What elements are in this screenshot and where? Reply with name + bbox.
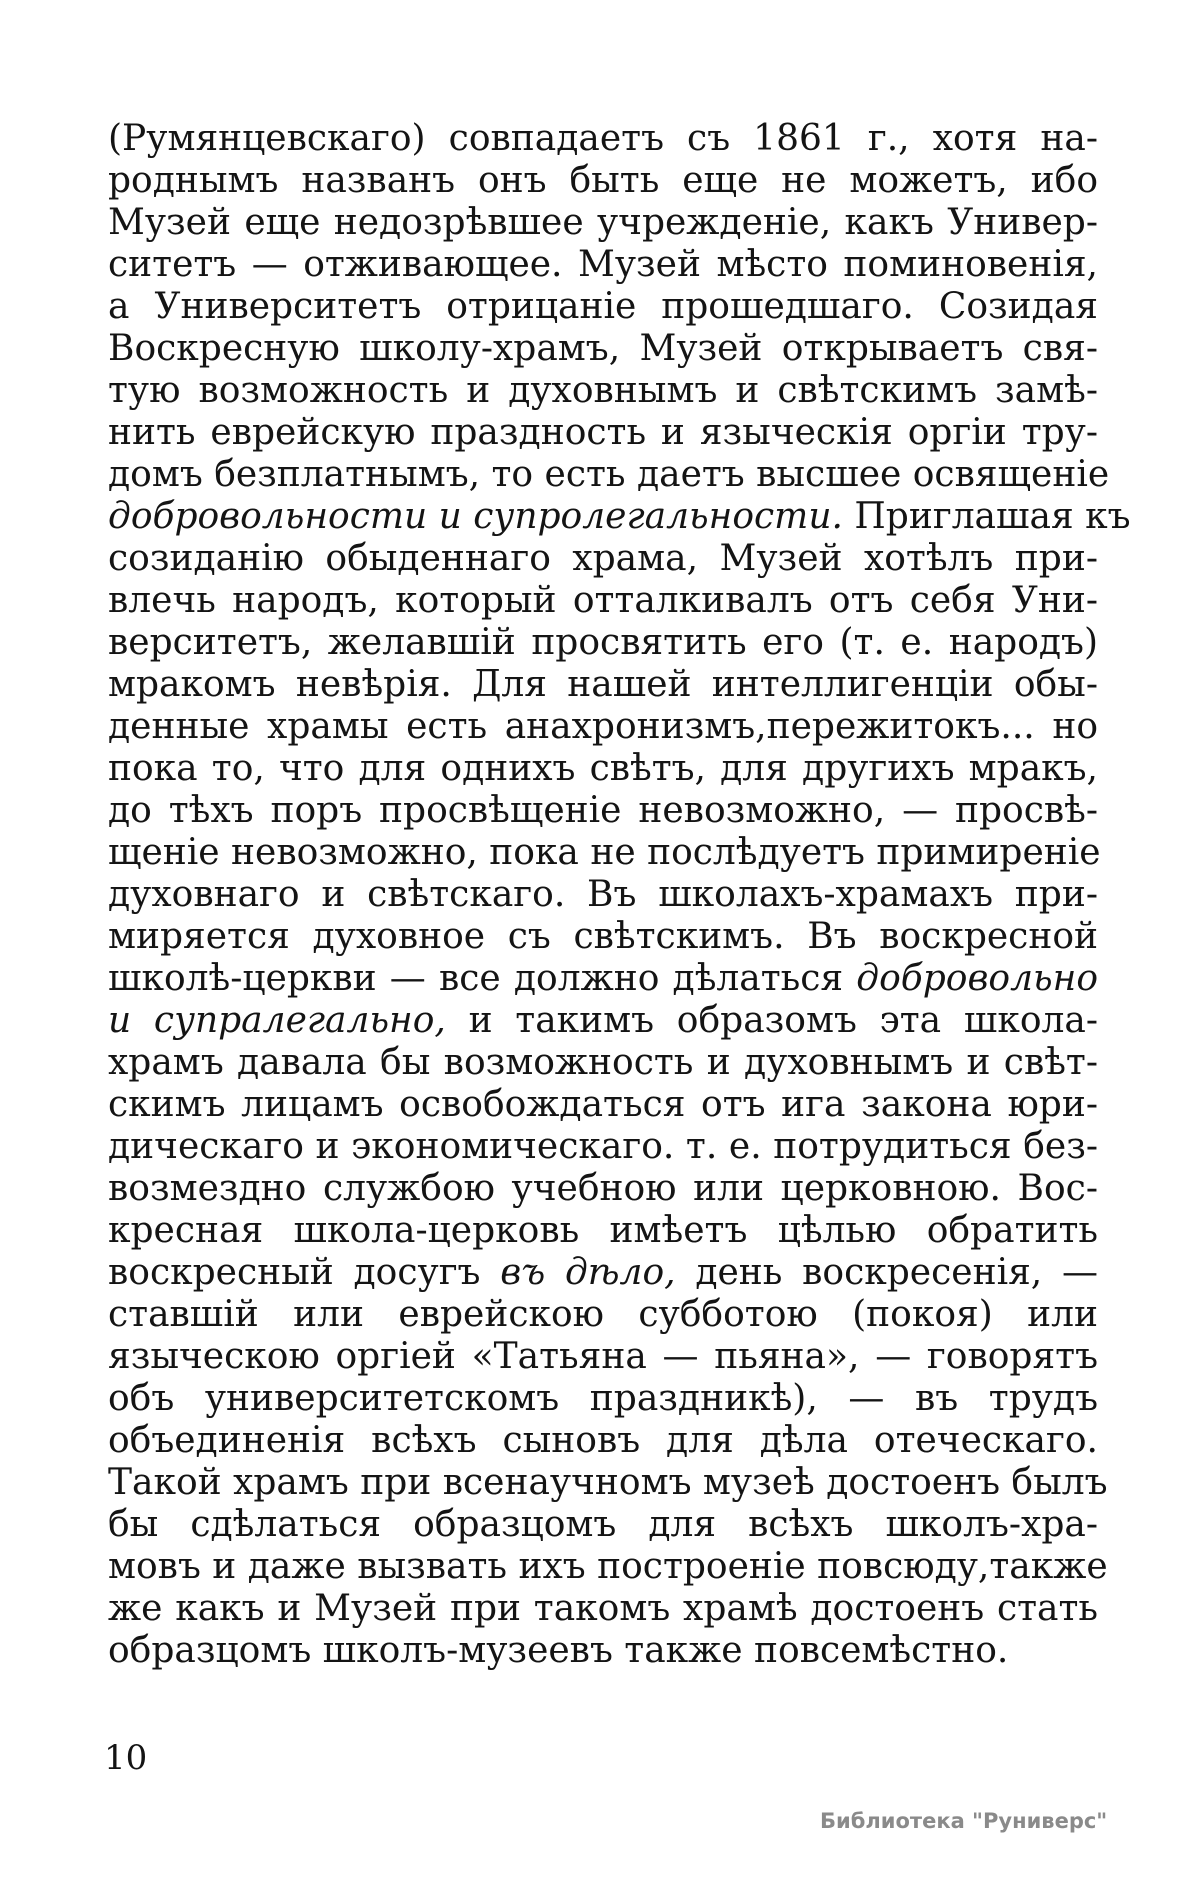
text-line-30: языческою оргіей «Татьяна — пьяна», — говорятъ (108, 1336, 1098, 1377)
text-fragment: и такимъ образомъ эта школа- (445, 1000, 1098, 1041)
text-line-4: ситетъ — отживающее. Музей мѣсто поминовенія, (108, 244, 1098, 285)
text-line-13: верситетъ, желавшій просвятить его (т. е. народъ) (108, 622, 1098, 663)
text-line-21 (108, 958, 1098, 1000)
text-line-37: образцомъ школъ-музеевъ также повсемѣстно. (108, 1630, 1009, 1671)
text-line-33: Такой храмъ при всенаучномъ музеѣ достоенъ былъ (108, 1462, 1108, 1503)
text-line-17: до тѣхъ поръ просвѣщеніе невозможно, — просвѣ- (108, 790, 1098, 831)
text-line-19: духовнаго и свѣтскаго. Въ школахъ-храмахъ при- (108, 874, 1098, 915)
text-line-15: денные храмы есть анахронизмъ,пережитокъ... но (108, 706, 1098, 747)
text-line-10 (108, 496, 1131, 538)
text-fragment: Приглашая къ (842, 496, 1131, 537)
text-line-3: Музей еще недозрѣвшее учрежденіе, какъ Универ- (108, 202, 1098, 243)
library-watermark: Библиотека "Руниверс" (820, 1809, 1108, 1833)
text-line-11: созиданію обыденнаго храма, Музей хотѣлъ при- (108, 538, 1098, 579)
text-line-22 (108, 1000, 1098, 1042)
text-line-28 (108, 1252, 1098, 1294)
text-line-8: нить еврейскую праздность и языческія оргіи тру- (108, 412, 1098, 453)
text-line-18: щеніе невозможно, пока не послѣдуетъ примиреніе (108, 832, 1101, 873)
text-line-12: влечь народъ, который отталкивалъ отъ себя Уни- (108, 580, 1098, 621)
text-fragment: день воскресенія, — (675, 1252, 1098, 1293)
text-line-23: храмъ давала бы возможность и духовнымъ и свѣт- (108, 1042, 1098, 1083)
text-line-24: скимъ лицамъ освобождаться отъ ига закона юри- (108, 1084, 1098, 1125)
text-line-20: миряется духовное съ свѣтскимъ. Въ воскресной (108, 916, 1098, 957)
text-line-5: а Университетъ отрицаніе прошедшаго. Созидая (108, 286, 1098, 327)
text-line-31: объ университетскомъ праздникѣ), — въ трудъ (108, 1378, 1098, 1419)
text-line-7: тую возможность и духовнымъ и свѣтскимъ замѣ- (108, 370, 1098, 411)
text-line-27: кресная школа-церковь имѣетъ цѣлью обратить (108, 1210, 1098, 1251)
text-fragment: школѣ-церкви — все должно дѣлаться (108, 958, 857, 999)
italic-phrase: въ дѣло, (500, 1252, 676, 1293)
text-fragment: воскресный досугъ (108, 1252, 501, 1293)
italic-phrase: добровольно (856, 958, 1098, 999)
text-line-29: ставшій или еврейскою субботою (покоя) или (108, 1294, 1098, 1335)
text-line-26: возмездно службою учебною или церковною. Вос- (108, 1168, 1098, 1209)
text-line-2: роднымъ названъ онъ быть еще не можетъ, ибо (108, 160, 1098, 201)
text-line-1: (Румянцевскаго) совпадаетъ съ 1861 г., хотя на- (108, 118, 1098, 159)
text-line-25: дическаго и экономическаго. т. е. потрудиться без- (108, 1126, 1098, 1167)
text-line-32: объединенія всѣхъ сыновъ для дѣла отеческаго. (108, 1420, 1098, 1461)
italic-phrase: и супралегально, (108, 1000, 446, 1041)
text-line-9: домъ безплатнымъ, то есть даетъ высшее освященіе (108, 454, 1110, 495)
page-number: 10 (104, 1738, 148, 1778)
italic-phrase: добровольности и супролегальности. (108, 496, 843, 537)
text-line-36: же какъ и Музей при такомъ храмѣ достоенъ стать (108, 1588, 1098, 1629)
body-text (108, 118, 1131, 1672)
text-line-16: пока то, что для однихъ свѣтъ, для другихъ мракъ, (108, 748, 1098, 789)
text-line-34: бы сдѣлаться образцомъ для всѣхъ школъ-хра- (108, 1504, 1098, 1545)
text-line-14: мракомъ невѣрія. Для нашей интеллигенціи обы- (108, 664, 1098, 705)
text-line-6: Воскресную школу-храмъ, Музей открываетъ свя- (108, 328, 1098, 369)
text-line-35: мовъ и даже вызвать ихъ построеніе повсюду,также (108, 1546, 1108, 1587)
